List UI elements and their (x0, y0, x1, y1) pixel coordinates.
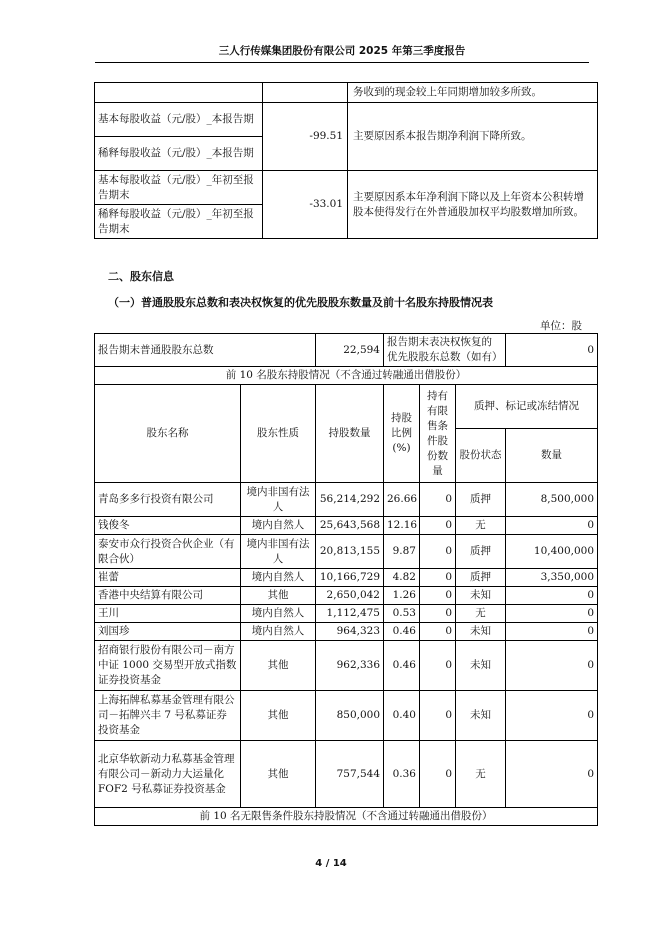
share-ratio: 1.26 (384, 587, 420, 605)
table-row (95, 587, 598, 605)
table-row (95, 535, 598, 569)
table-row (95, 385, 598, 429)
share-quantity: 25,643,568 (316, 517, 384, 535)
shareholder-nature: 境内自然人 (241, 605, 316, 623)
shareholder-name: 青岛多多行投资有限公司 (95, 483, 241, 517)
pledge-quantity: 0 (506, 587, 598, 605)
share-ratio: 0.36 (384, 741, 420, 808)
restricted-shares: 0 (420, 623, 456, 641)
table-row (95, 623, 598, 641)
share-quantity: 2,650,042 (316, 587, 384, 605)
share-status: 无 (456, 517, 506, 535)
share-ratio: 0.46 (384, 641, 420, 691)
total-holders-label: 报告期末普通股股东总数 (95, 334, 316, 367)
share-ratio: 12.16 (384, 517, 420, 535)
share-status: 质押 (456, 535, 506, 569)
share-quantity: 850,000 (316, 691, 384, 741)
table-row (95, 808, 598, 826)
share-status: 质押 (456, 483, 506, 517)
shareholder-name: 钱俊冬 (95, 517, 241, 535)
share-ratio: 9.87 (384, 535, 420, 569)
table-row (95, 605, 598, 623)
change-ratio-value: -33.01 (263, 171, 348, 239)
table-row (95, 741, 598, 808)
shareholder-name: 香港中央结算有限公司 (95, 587, 241, 605)
pledge-quantity: 0 (506, 741, 598, 808)
share-ratio: 26.66 (384, 483, 420, 517)
reason-cell: 主要原因系本报告期净利润下降所致。 (348, 103, 598, 171)
table-row (95, 367, 598, 385)
pledge-quantity: 8,500,000 (506, 483, 598, 517)
share-quantity: 20,813,155 (316, 535, 384, 569)
pledge-quantity: 0 (506, 641, 598, 691)
restricted-shares: 0 (420, 483, 456, 517)
restricted-shares: 0 (420, 741, 456, 808)
header-shareholder-nature: 股东性质 (241, 385, 316, 483)
shareholder-nature: 其他 (241, 587, 316, 605)
shareholder-nature: 境内自然人 (241, 623, 316, 641)
shareholder-nature: 其他 (241, 641, 316, 691)
pledge-quantity: 10,400,000 (506, 535, 598, 569)
pledge-quantity: 3,350,000 (506, 569, 598, 587)
header-share-quantity: 持股数量 (316, 385, 384, 483)
restricted-shares: 0 (420, 535, 456, 569)
share-quantity: 962,336 (316, 641, 384, 691)
preferred-holders-value: 0 (506, 334, 598, 367)
shareholders-table (94, 333, 598, 826)
share-status: 质押 (456, 569, 506, 587)
restricted-shares: 0 (420, 587, 456, 605)
share-status: 无 (456, 605, 506, 623)
shareholder-nature: 境内非国有法人 (241, 535, 316, 569)
table-row (95, 171, 598, 205)
shareholder-name: 上海拓牌私募基金管理有限公司－拓牌兴丰 7 号私募证券投资基金 (95, 691, 241, 741)
shareholder-name: 刘国珍 (95, 623, 241, 641)
header-rule (95, 62, 589, 63)
page-number: 4 / 14 (315, 858, 347, 869)
top10-unrestricted-caption: 前 10 名无限售条件股东持股情况（不含通过转融通出借股份） (95, 808, 598, 826)
shareholder-name: 泰安市众行投资合伙企业（有限合伙） (95, 535, 241, 569)
share-status: 未知 (456, 623, 506, 641)
share-status: 未知 (456, 587, 506, 605)
preferred-holders-label: 报告期末表决权恢复的优先股股东总数（如有） (384, 334, 506, 367)
top10-caption: 前 10 名股东持股情况（不含通过转融通出借股份） (95, 367, 598, 385)
eps-change-table (94, 82, 598, 239)
restricted-shares: 0 (420, 517, 456, 535)
shareholder-name: 王川 (95, 605, 241, 623)
total-holders-value: 22,594 (316, 334, 384, 367)
table-row (95, 641, 598, 691)
table-row (95, 483, 598, 517)
restricted-shares: 0 (420, 691, 456, 741)
pledge-quantity: 0 (506, 517, 598, 535)
header-pledge-quantity: 数量 (506, 429, 598, 483)
unit-label: 单位：股 (540, 320, 582, 332)
table-row (95, 517, 598, 535)
header-share-status: 股份状态 (456, 429, 506, 483)
pledge-quantity: 0 (506, 605, 598, 623)
share-quantity: 964,323 (316, 623, 384, 641)
change-ratio-value: -99.51 (263, 103, 348, 171)
reason-cell: 务收到的现金较上年同期增加较多所致。 (348, 83, 598, 103)
shareholder-name: 崔蕾 (95, 569, 241, 587)
table-row (95, 569, 598, 587)
share-ratio: 0.46 (384, 623, 420, 641)
shareholder-nature: 其他 (241, 691, 316, 741)
share-ratio: 0.40 (384, 691, 420, 741)
holder-rows (95, 483, 598, 808)
share-quantity: 1,112,475 (316, 605, 384, 623)
subsection-title: （一）普通股股东总数和表决权恢复的优先股股东数量及前十名股东持股情况表 (108, 296, 493, 309)
table-row (95, 83, 598, 103)
restricted-shares: 0 (420, 569, 456, 587)
restricted-shares: 0 (420, 641, 456, 691)
section-title: 二、股东信息 (108, 270, 174, 283)
pledge-quantity: 0 (506, 691, 598, 741)
indicator-label: 稀释每股收益（元/股）_年初至报告期末 (95, 205, 263, 239)
table-row (95, 334, 598, 367)
header-shareholder-name: 股东名称 (95, 385, 241, 483)
table-row (95, 691, 598, 741)
header-share-ratio: 持股比例(%) (384, 385, 420, 483)
header-pledge-status: 质押、标记或冻结情况 (456, 385, 598, 429)
indicator-label: 基本每股收益（元/股）_年初至报告期末 (95, 171, 263, 205)
empty-cell (263, 83, 348, 103)
pledge-quantity: 0 (506, 623, 598, 641)
share-ratio: 0.53 (384, 605, 420, 623)
share-status: 无 (456, 741, 506, 808)
shareholder-name: 招商银行股份有限公司－南方中证 1000 交易型开放式指数证券投资基金 (95, 641, 241, 691)
shareholder-nature: 境内自然人 (241, 517, 316, 535)
share-status: 未知 (456, 691, 506, 741)
shareholder-name: 北京华软新动力私募基金管理有限公司－新动力大运量化 FOF2 号私募证券投资基金 (95, 741, 241, 808)
header-restricted-shares: 持有有限售条件股份数量 (420, 385, 456, 483)
shareholder-nature: 其他 (241, 741, 316, 808)
table-row (95, 103, 598, 137)
indicator-label: 稀释每股收益（元/股）_本报告期 (95, 137, 263, 171)
share-quantity: 757,544 (316, 741, 384, 808)
shareholder-nature: 境内自然人 (241, 569, 316, 587)
indicator-label: 基本每股收益（元/股）_本报告期 (95, 103, 263, 137)
share-status: 未知 (456, 641, 506, 691)
share-ratio: 4.82 (384, 569, 420, 587)
reason-cell: 主要原因系本年净利润下降以及上年资本公积转增股本使得发行在外普通股加权平均股数增加所致。 (348, 171, 598, 239)
empty-cell (95, 83, 263, 103)
share-quantity: 10,166,729 (316, 569, 384, 587)
page-header-title: 三人行传媒集团股份有限公司 2025 年第三季度报告 (218, 45, 466, 57)
restricted-shares: 0 (420, 605, 456, 623)
shareholder-nature: 境内非国有法人 (241, 483, 316, 517)
share-quantity: 56,214,292 (316, 483, 384, 517)
